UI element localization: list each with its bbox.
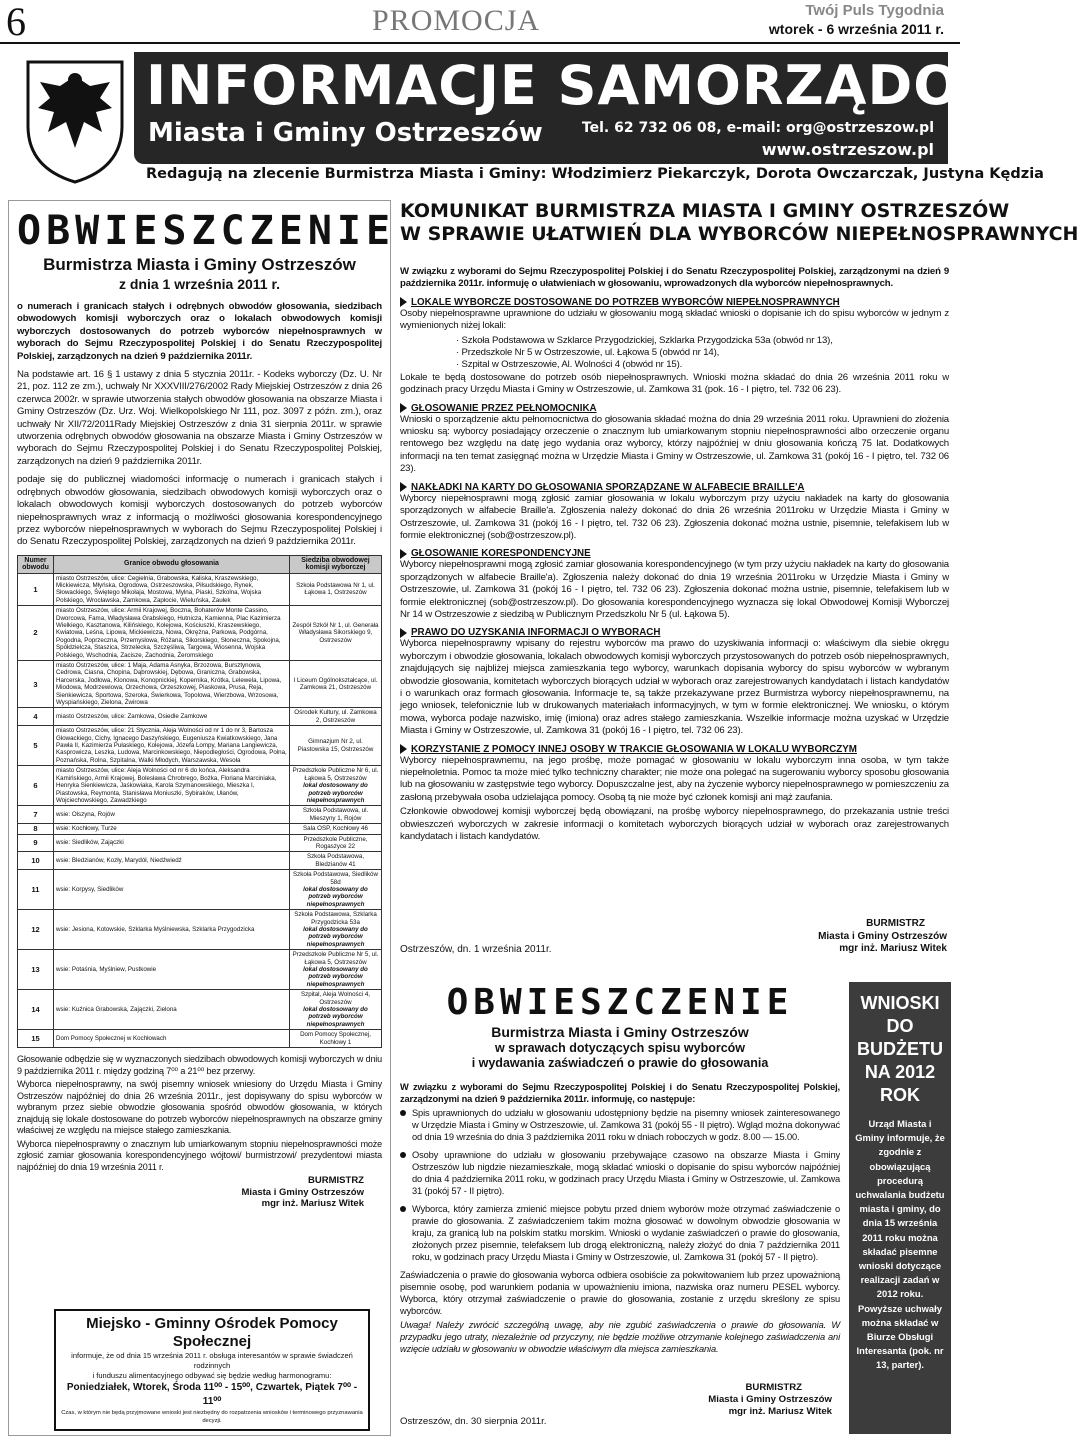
- section-text-5: Wyborca niepełnosprawny wpisany do rejestru wyborców ma prawo do uzyskiwania informacji o: właściwym dla siebie okręgu wyborczym i obwodzie głosowania, lokalach obwodowych komisji wyborczych przystosowanych do potrzeb osób niepełnosprawnych, znajdujących się najbliżej miejsca zamieszkania tego wyborcy, warunkach dopisania wyborcy do spisu wyborców w wybranym obwodzie głosowania, komitetach wyborczych biorących udział w wyborach oraz zarejestrowanych kandydatach i listach kandydatów i o warunkach oraz formach głosowania. Informacje te, są także przekazywane przez Burmistrza wyborcy niepełnosprawnemu, na jego wniosek, telefonicznie lub w drukowanych materiałach informacyjnych, w tym w formie elektronicznej. We wniosku, o którym mowa, wyborca podaje nazwisko, imię (imiona) oraz adres stałego zamieszkania. Wszelkie informacje można uzyskać w Urzędzie Miasta i Gminy w Ostrzeszowie, ul. Zamkowa 31 (pokój 16 - I piętro, tel. 732 06 23).: [400, 638, 949, 737]
- district-number: 2: [18, 606, 54, 661]
- mgops-line1: informuje, że od dnia 15 września 2011 r. obsługa interesantów w sprawie świadczeń rodzinnych: [71, 1351, 353, 1370]
- district-boundaries: wsie: Kuźnica Grabowska, Zajączki, Zielona: [54, 990, 290, 1030]
- komunikat-title-2: W SPRAWIE UŁATWIEŃ DLA WYBORCÓW NIEPEŁNOSPRAWNYCH: [400, 223, 1078, 245]
- seat-name: Przedszkole Publiczne Nr 6, ul. Łąkowa 5, Ostrzeszów: [292, 767, 379, 782]
- seat-name: Przedszkole Publiczne Nr 5, ul. Łąkowa 5, Ostrzeszów: [292, 951, 379, 966]
- komunikat-intro: W związku z wyborami do Sejmu Rzeczypospolitej Polskiej i do Senatu Rzeczypospolitej Polskiej, zarządzonymi na dzień 9 października 2011r. informuję o ułatwieniach w głosowaniu, wprowadzonych dla wyborców niepełnosprawnych.: [400, 266, 949, 290]
- sign-name: mgr inż. Mariusz Witek: [728, 1406, 832, 1417]
- left-signature: [17, 1175, 364, 1210]
- table-row: [18, 1030, 382, 1048]
- section-list-1: [400, 335, 949, 372]
- section-title: PROMOCJA: [372, 4, 541, 37]
- list-item: · Szkoła Podstawowa w Szklarce Przygodzickiej, Szklarka Przygodzicka 53a (obwód nr 13),: [456, 334, 833, 346]
- section-heading-6: KORZYSTANIE Z POMOCY INNEJ OSOBY W TRAKCIE GŁOSOWANIA W LOKALU WYBORCZYM: [400, 744, 949, 755]
- bottom-place-date: Ostrzeszów, dn. 30 sierpnia 2011r.: [400, 1416, 547, 1427]
- seat-name: Zespół Szkół Nr 1, ul. Generała Władysława Sikorskiego 9, Ostrzeszów: [292, 621, 379, 644]
- section-text-4: Wyborcy niepełnosprawni mogą zgłosić zamiar głosowania korespondencyjnego (w tym przy użyciu nakładek na karty do głosowania sporządzonych w alfabecie Braille'a). Zgłoszenia należy dokonać do dnia 19 września 2011roku w Urzędzie Miasta i Gminy w Ostrzeszowie, ul. Zamkowa 31 (pokój 16 - I piętro, tel. 732 06 23). Zgłoszenia dokonać można ustnie, pisemnie, telefakisem lub w formie elektronicznej (sob@ostrzeszow.pl). Do głosowania korespondencyjnego wyznacza się lokal Obwodowej Komisji Wyborczej Nr 14 w Ostrzeszowie z siedzibą w Publicznym Przedszkolu Nr 5 (ul. Łąkowa 5).: [400, 559, 949, 620]
- section-text-6b: Członkowie obwodowej komisji wyborczej będą obowiązani, na prośbę wyborcy niepełnosprawnego, do przekazania ustnie treści obwieszczeń wyborczych w zakresie informacji o komitetach wyborczych biorących udział w wyborach oraz zarejestrowanych kandydatach i listach kandydatów.: [400, 806, 949, 843]
- district-boundaries: wsie: Olszyna, Rojów: [54, 806, 290, 824]
- district-boundaries: miasto Ostrzeszów, ulice: Armii Krajowej, Boczna, Bohaterów Monte Cassino, Dworcowa, Fama, Władysława Grabskiego, Hutnicza, Kamienna, Plac Kazimierza Wielkiego, Kasztanowa, Kilińskiego, Kolejowa, Kościuszki, Kraszewskiego, Kwiatowa, Leśna, Lipowa, Mickiewicza, Nowa, Okrężna, Parkowa, Podgórna, Pogodna, Poprzeczna, Przemysłowa, Różana, Sikorskiego, Słoneczna, Spokojna, Spółdzielcza, Staszica, Strzelecka, Szczęśliwa, Targowa, Wiosenna, Wojska Polskiego, Wschodnia, Zacisze, Zachodnia, Żeromskiego: [54, 606, 290, 661]
- banner-title: INFORMACJE SAMORZĄDOWE: [146, 54, 1059, 117]
- col-seat: Siedziba obwodowej komisji wyborczej: [290, 555, 382, 573]
- sidebar-body: Urząd Miasta i Gminy informuje, że zgodnie z obowiązującą procedurą uchwalania budżetu miasta i gminy, do dnia 15 września 2011 roku można składać pisemne wnioski dotyczące realizacji zadań w 2012 roku. Powyższe uchwały można składać w Biurze Obsługi Interesanta (pok. nr 13, parter).: [855, 1118, 945, 1371]
- district-seat: [290, 1030, 382, 1048]
- page-number: 6: [6, 0, 26, 44]
- sign-name: mgr inż. Mariusz Witek: [839, 943, 947, 954]
- bullet-icon: [400, 1206, 406, 1212]
- district-seat: [290, 726, 382, 766]
- table-row: [18, 726, 382, 766]
- banner-editors: Redagują na zlecenie Burmistrza Miasta i Gminy: Włodzimierz Piekarczyk, Dorota Owczarczak, Justyna Kędzia: [146, 166, 1044, 182]
- section-heading-3: NAKŁADKI NA KARTY DO GŁOSOWANIA SPORZĄDZANE W ALFABECIE BRAILLE'A: [400, 482, 949, 493]
- district-number: 13: [18, 950, 54, 990]
- district-boundaries: miasto Ostrzeszów, ulice: 21 Stycznia, Aleja Wolności od nr 1 do nr 3, Bartosza Głowackiego, Cichy, Ignacego Daszyńskiego, Eugeniusza Kwiatkowskiego, Jana Pawła II, Kazimierza Pułaskiego, Kolejowa, Józefa Lompy, Mariana Langiewicza, Kasprowicza, Leszka, Ludowa, Marcinkowskiego, Niepodległości, Ogrodowa, Polna, Poznańska, Rolna, Szpitalna, Walki Młodych, Warszawska, Wesoła: [54, 726, 290, 766]
- bullet-item: Wyborca, który zamierza zmienić miejsce pobytu przed dniem wyborów może otrzymać zaświadczenie o prawie do głosowania. Z zaświadczeniem takim można głosować w dowolnym obwodzie głosowania w kraju, za granicą lub na polskim statku morskim. Wnioski o wydanie zaświadczeń o prawie do głosowania, złożonych przez pisemnie, telefaksem lub drogą elektroniczną, należy złożyć do dnia 7 października 2011 roku, w godzinach pracy Urzędu Miasta i Gminy w Ostrzeszowie, ul. Zamkowa 31 (pokój 57 - II piętro).: [400, 1203, 840, 1265]
- district-number: 14: [18, 990, 54, 1030]
- bottom-intro: W związku z wyborami do Sejmu Rzeczypospolitej Polskiej i do Senatu Rzeczypospolitej Polskiej, zarządzonymi na dzień 9 października 2011r. informuję, co następuje:: [400, 1082, 840, 1104]
- seat-name: Szpital, Aleja Wolności 4, Ostrzeszów: [300, 991, 370, 1006]
- list-item: · Szpital w Ostrzeszowie, Al. Wolności 4 (obwód nr 15).: [456, 359, 683, 371]
- bottom-subtitle: Burmistrza Miasta i Gminy Ostrzeszów: [491, 1024, 749, 1040]
- left-basis: Na podstawie art. 16 § 1 ustawy z dnia 5 stycznia 2011r. - Kodeks wyborczy (Dz. U. Nr 21, poz. 112 ze zm.), uchwały Nr XXXVIII/276/2002 Rady Miejskiej Ostrzeszów z dnia 26 czerwca 2002r. w sprawie utworzenia stałych obwodów głosowania na obszarze Miasta i Gminy Ostrzeszów (Dz. Urz. Woj. Wielkopolskiego Nr 111, poz. 3097 z późn. zm.), oraz uchwały Nr XII/72/2011Rady Miejskiej Ostrzeszów z dnia 31 sierpnia 2011r. w sprawie utworzenia odrębnych obwodów głosowania na obszarze Miasta i Gminy Ostrzeszów w wyborach do Sejmu Rzeczypospolitej Polskiej i do Senatu Rzeczypospolitej Polskiej, zarządzonych na dzień 9 października 2011r.: [17, 369, 382, 467]
- district-boundaries: wsie: Korpysy, Siedlików: [54, 870, 290, 910]
- district-number: 9: [18, 834, 54, 852]
- seat-name: Szkoła Podstawowa, Szklarka Przygodzicka 53a: [294, 911, 377, 926]
- budget-sidebar: [849, 982, 951, 1434]
- district-seat: [290, 824, 382, 834]
- sign-title: BURMISTRZ: [308, 1175, 364, 1187]
- page-header: [0, 0, 960, 44]
- district-number: 6: [18, 766, 54, 806]
- sidebar-title-line: WNIOSKI: [860, 993, 940, 1013]
- district-number: 1: [18, 573, 54, 606]
- accessible-note: lokal dostosowany do potrzeb wyborców niepełnosprawnych: [303, 1006, 368, 1028]
- mgops-hours: Poniedziałek, Wtorek, Środa 11⁰⁰ - 15⁰⁰, Czwartek, Piątek 7⁰⁰ - 11⁰⁰: [66, 1382, 358, 1407]
- district-seat: [290, 806, 382, 824]
- table-row: [18, 990, 382, 1030]
- table-row: [18, 573, 382, 606]
- sidebar-title-line: BUDŻETU: [857, 1039, 943, 1059]
- district-number: 8: [18, 824, 54, 834]
- section-text-3: Wyborcy niepełnosprawni mogą zgłosić zamiar głosowania w lokalu wyborczym przy użyciu nakładek na karty do głosowania sporządzonych w alfabecie Braille'a. Zgłoszenia należy dokonać do dnia 26 września 2011roku w Urzędzie Miasta i Gminy w Ostrzeszowie, ul. Zamkowa 31 (pokój 16 - I piętro, tel. 732 06 23). Zgłoszenia dokonać można ustnie, pisemnie, telefakisem lub w formie elektronicznej (sob@ostrzeszow.pl).: [400, 492, 949, 541]
- mgops-note: Czas, w którym nie będą przyjmowane wnioski jest niezbędny do rozpatrzenia wniosków i terminowego przyznawania decyzji.: [61, 1410, 363, 1424]
- bottom-para-2: Uwaga! Należy zwrócić szczególną uwagę, aby nie zgubić zaświadczenia o prawie do głosowania. W przypadku jego utraty, niezależnie od przyczyny, nie będzie możliwe otrzymanie kolejnego zaświadczenia ani wzięcie udziału w głosowaniu w obwodzie właściwym dla miejsca zamieszkania.: [400, 1320, 840, 1354]
- arrow-icon: [400, 297, 407, 307]
- seat-name: Szkoła Podstawowa, Siedlików 58d: [293, 871, 378, 886]
- banner-contact: Tel. 62 732 06 08, e-mail: org@ostrzeszow.pl: [581, 120, 934, 136]
- mgops-line2: i funduszu alimentacyjnego odbywać się będzie według harmonogramu:: [92, 1371, 332, 1380]
- sidebar-title-line: NA 2012: [864, 1062, 936, 1082]
- banner-website[interactable]: www.ostrzeszow.pl: [761, 140, 934, 159]
- district-seat: [290, 870, 382, 910]
- sidebar-title: [855, 992, 945, 1107]
- table-row: [18, 824, 382, 834]
- section-heading-5: PRAWO DO UZYSKANIA INFORMACJI O WYBORACH: [400, 627, 949, 638]
- district-number: 5: [18, 726, 54, 766]
- col-boundaries: Granice obwodu głosowania: [54, 555, 290, 573]
- issue-date: wtorek - 6 września 2011 r.: [768, 21, 944, 37]
- bottom-title: OBWIESZCZENIE: [446, 982, 794, 1023]
- district-boundaries: wsie: Bledzianów, Kozły, Marydół, Niedźwiedź: [54, 852, 290, 870]
- arrow-icon: [400, 549, 407, 559]
- seat-name: Ośrodek Kultury, ul. Zamkowa 2, Ostrzeszów: [294, 709, 377, 724]
- left-announce: podaje się do publicznej wiadomości informację o numerach i granicach stałych i odrębnych obwodów głosowania, siedzibach obwodowych komisji wyborczych oraz o lokalach obwodowych komisji wyborczych dostosowanych do potrzeb wyborców niepełnosprawnych wraz z informacją o możliwości głosowania korespondencyjnego przez wyborców niepełnosprawnych w wyborach do Sejmu Rzeczypospolitej Polskiej i do Senatu Rzeczypospolitej Polskiej, zarządzonych na dzień 9 października 2011r.: [17, 474, 382, 548]
- seat-name: I Liceum Ogólnokształcące, ul. Zamkowa 21, Ostrzeszów: [293, 676, 378, 692]
- accessible-note: lokal dostosowany do potrzeb wyborców niepełnosprawnych: [303, 782, 368, 804]
- district-number: 12: [18, 910, 54, 950]
- voting-info: Głosowanie odbędzie się w wyznaczonych siedzibach obwodowych komisji wyborczych w dniu 9 października 2011 r. między godziną 7⁰⁰ a 21⁰⁰ bez przerwy.: [17, 1054, 382, 1076]
- right-place-date: Ostrzeszów, dn. 1 września 2011r.: [400, 944, 552, 955]
- arrow-icon: [400, 482, 407, 492]
- seat-name: Sala OSP, Kochłowy 46: [303, 825, 368, 833]
- table-row: [18, 870, 382, 910]
- sidebar-title-line: ROK: [880, 1085, 920, 1105]
- accessible-note: lokal dostosowany do potrzeb wyborców niepełnosprawnych: [303, 966, 368, 988]
- accessible-note: lokal dostosowany do potrzeb wyborców niepełnosprawnych: [303, 926, 368, 948]
- banner-subtitle: Miasta i Gminy Ostrzeszów: [148, 118, 543, 148]
- table-row: [18, 661, 382, 708]
- table-row: [18, 806, 382, 824]
- district-boundaries: miasto Ostrzeszów, ulice: Zamkowa, Osiedle Zamkowe: [54, 708, 290, 726]
- district-seat: [290, 990, 382, 1030]
- district-number: 10: [18, 852, 54, 870]
- disabled-info-2: Wyborca niepełnosprawny o znacznym lub umiarkowanym stopniu niepełnosprawności może zgłosić zamiar głosowania korespondencyjnego wójtowi/ burmistrzowi/ prezydentowi miasta najpóźniej do dnia 19 września 2011 r.: [17, 1138, 382, 1172]
- section-heading-2: GŁOSOWANIE PRZEZ PEŁNOMOCNIKA: [400, 403, 949, 414]
- mgops-title: Miejsko - Gminny Ośrodek Pomocy Społecznej: [86, 1315, 338, 1350]
- sign-title: BURMISTRZ: [745, 1382, 802, 1393]
- district-seat: [290, 606, 382, 661]
- sign-org: Miasta i Gminy Ostrzeszów: [241, 1186, 364, 1198]
- bottom-para-1: Zaświadczenia o prawie do głosowania wyborca odbiera osobiście za pokwitowaniem lub przez upoważnioną pisemnie osobę, pod warunkiem podania w upoważnieniu imiona, nazwiska oraz numeru PESEL wyborcy. Wyborca, który otrzymał zaświadczenie o prawie do głosowania, zostanie z urzędu skreślony ze spisu wyborców.: [400, 1270, 840, 1316]
- seat-name: Szkoła Podstawowa Nr 1, ul. Łąkowa 1, Ostrzeszów: [296, 581, 375, 597]
- bottom-line2: w sprawach dotyczących spisu wyborców: [494, 1041, 746, 1055]
- district-boundaries: Dom Pomocy Społecznej w Kochłowach: [54, 1030, 290, 1048]
- bullet-icon: [400, 1110, 406, 1116]
- districts-table: [17, 555, 382, 1048]
- table-row: [18, 708, 382, 726]
- bullet-icon: [400, 1152, 406, 1158]
- district-seat: [290, 661, 382, 708]
- table-row: [18, 766, 382, 806]
- komunikat-title-1: KOMUNIKAT BURMISTRZA MIASTA I GMINY OSTRZESZÓW: [400, 200, 1010, 222]
- district-boundaries: miasto Ostrzeszów, ulice: Cegielnia, Grabowska, Kaliska, Kraszewskiego, Mickiewicza, Młyńska, Ogrodowa, Ostrzeszowska, Piłsudskiego, Rynek, Słowackiego, Świętego Mikołaja, Mostowa, Mylna, Piaski, Szkolna, Wojska Polskiego, Wrocławska, Zamkowa, Zapłocie, Wieluńska, Zaułek: [54, 573, 290, 606]
- district-seat: [290, 852, 382, 870]
- district-number: 11: [18, 870, 54, 910]
- arrow-icon: [400, 403, 407, 413]
- accessible-note: lokal dostosowany do potrzeb wyborców niepełnosprawnych: [303, 885, 368, 908]
- seat-name: Dom Pomocy Społecznej, Kochłowy 1: [300, 1031, 371, 1046]
- section-text-6a: Wyborcy niepełnosprawnemu, na jego prośbę, może pomagać w głosowaniu w lokalu wyborczym inna osoba, w tym także niepełnoletnia. Pomoc ta może mieć tylko techniczny charakter; nie może ona polegać na sugerowaniu wyborcy sposobu głosowania lub na głosowaniu w zastępstwie tego wyborcy. Dopuszczalne jest, aby na życzenie wyborcy niepełnosprawnego w pomieszczeniu za zasłoną przebywała osoba udzielająca pomocy. Osobą tą nie może być członek komisji ani mąż zaufania.: [400, 754, 949, 803]
- mgops-box: [54, 1309, 370, 1431]
- district-number: 3: [18, 661, 54, 708]
- section-text-2: Wnioski o sporządzenie aktu pełnomocnictwa do głosowania składać można do dnia 29 września 2011 roku. Uprawnieni do złożenia wniosku są: wyborcy posiadający orzeczenie o znacznym lub umiarkowanym stopniu niepełnosprawności albo orzeczenie organu rentowego bez względu na datę jego wydania oraz wyborcy, którzy najpóźniej w dniu głosowania kończą 75 lat. Dodatkowych informacji na ten temat zasięgnąć można w Urzędzie Miasta i Gminy w Ostrzeszowie, ul. Zamkowa 31 (pokój 16 - I piętro, tel. 732 06 23).: [400, 413, 949, 475]
- sign-name: mgr inż. Mariusz Witek: [261, 1198, 364, 1210]
- sign-org: Miasta i Gminy Ostrzeszów: [818, 930, 947, 942]
- district-boundaries: miasto Ostrzeszów, ulice: 1 Maja, Adama Asnyka, Brzozowa, Bursztynowa, Cedrowa, Ciasna, Chopina, Dąbrowskiej, Dębowa, Graniczna, Grabowska, Harcerska, Jodłowa, Klonowa, Konopnickiej, Kopernika, Krótka, Lelewela, Lipowa, Miodowa, Modrzewiowa, Orzechowa, Orzeszkowej, Piaskowa, Prusa, Reja, Sienkiewicza, Sportowa, Szeroka, Świerkowa, Topolowa, Wierzbowa, Wrzosowa, Wyspiańskiego, Zielona, Żwirowa: [54, 661, 290, 708]
- col-number: Numer obwodu: [18, 555, 54, 573]
- bottom-line3: i wydawania zaświadczeń o prawie do głosowania: [471, 1056, 769, 1070]
- seat-name: Szkoła Podstawowa, ul. Mieszyny 1, Rojów: [302, 807, 369, 822]
- bottom-signature: [708, 1382, 832, 1418]
- sign-title: BURMISTRZ: [866, 918, 925, 929]
- district-seat: [290, 708, 382, 726]
- arrow-icon: [400, 744, 407, 754]
- district-boundaries: miasto Ostrzeszów, ulice: Aleja Wolności od nr 6 do końca, Aleksandra Kamińskiego, Armii Krajowej, Bolesława Chrobrego, Bożka, Floriana Marciniaka, Henryka Sienkiewicza, Jaśkowiaka, Karola Szymanowskiego, Mieszka I, Piastowska, Reymonta, Stanisława Moniuszki, Sybiraków, Ułanów, Wojciechowskiego, Zawadzkiego: [54, 766, 290, 806]
- district-number: 4: [18, 708, 54, 726]
- district-seat: [290, 834, 382, 852]
- left-intro: o numerach i granicach stałych i odrębnych obwodów głosowania, siedzibach obwodowych komisji wyborczych oraz o lokalach obwodowych komisji wyborczych dostosowanych do potrzeb wyborców niepełnosprawnych w wyborach do Sejmu Rzeczypospolitej Polskiej i do Senatu Rzeczypospolitej Polskiej, zarządzonych na dzień 9 października 2011r.: [17, 301, 382, 362]
- section-text-1: Osoby niepełnosprawne uprawnione do udziału w głosowaniu mogą składać wnioski o dopisanie ich do spisu wyborców w jednym z wymienionych niżej lokali:: [400, 307, 949, 332]
- district-seat: [290, 766, 382, 806]
- banner: [16, 52, 1059, 188]
- table-row: [18, 852, 382, 870]
- sign-org: Miasta i Gminy Ostrzeszów: [708, 1394, 832, 1405]
- seat-name: Przedszkole Publiczne, Rogaszyce 22: [303, 835, 368, 850]
- table-row: [18, 606, 382, 661]
- left-column: [8, 200, 396, 1436]
- left-subtitle: Burmistrza Miasta i Gminy Ostrzeszów: [43, 255, 356, 274]
- district-number: 15: [18, 1030, 54, 1048]
- table-row: [18, 950, 382, 990]
- district-boundaries: wsie: Kochłowy, Turze: [54, 824, 290, 834]
- district-boundaries: wsie: Potaśnia, Myślniew, Pustkowie: [54, 950, 290, 990]
- disabled-info-1: Wyborca niepełnosprawny, na swój pisemny wniosek wniesiony do Urzędu Miasta i Gminy Ostrzeszów najpóźniej do dnia 26 września 2011r., jest dopisywany do spisu wyborców w wybranym przez siebie obwodzie głosowania spośród obwodów głosowania, w których znajdują się lokale dostosowane do potrzeb wyborców niepełnosprawnych na obszarze gminy właściwej ze względu na miejsce stałego zamieszkania.: [17, 1079, 382, 1136]
- district-boundaries: wsie: Siedlików, Zajączki: [54, 834, 290, 852]
- left-date: z dnia 1 września 2011 r.: [118, 276, 281, 292]
- district-number: 7: [18, 806, 54, 824]
- table-row: [18, 910, 382, 950]
- right-column: [398, 200, 1078, 980]
- table-row: [18, 834, 382, 852]
- seat-name: Szkoła Podstawowa, Bledzianów 41: [306, 853, 365, 868]
- seat-name: Gimnazjum Nr 2, ul. Piastowska 15, Ostrzeszów: [297, 738, 374, 753]
- paper-name: Twój Puls Tygodnia: [805, 2, 944, 19]
- right-signature: [818, 918, 947, 956]
- list-item: · Przedszkole Nr 5 w Ostrzeszowie, ul. Łąkowa 5 (obwód nr 14),: [456, 347, 720, 359]
- sidebar-title-line: DO: [886, 1016, 914, 1036]
- arrow-icon: [400, 628, 407, 638]
- section-heading-1: LOKALE WYBORCZE DOSTOSOWANE DO POTRZEB WYBORCÓW NIEPEŁNOSPRAWNYCH: [400, 297, 949, 308]
- crest-icon: [20, 56, 130, 184]
- section-tail-1: Lokale te będą dostosowane do potrzeb osób niepełnosprawnych. Wnioski można składać do dnia 26 września 2011 roku w godzinach pracy Urzędu Miasta i Gminy w Ostrzeszowie, ul. Zamkowa 31 (pok. 16 - I piętro, tel. 732 06 23).: [400, 371, 949, 396]
- bullet-item: Osoby uprawnione do udziału w głosowaniu przebywające czasowo na obszarze Miasta i Gminy Ostrzeszów lub nigdzie niezamieszkałe, mogą składać wnioski o dopisanie do spisu wyborców najpóźniej do dnia 4 października 2011 roku, w godzinach pracy Urzędu Miasta i Gminy w Ostrzeszowie, ul. Zamkowa 31 (pokój 57 - II piętro).: [400, 1149, 840, 1199]
- left-title: OBWIESZCZENIE: [17, 208, 396, 254]
- district-boundaries: wsie: Jesiona, Kotowskie, Szklarka Myślniewska, Szklarka Przygodzicka: [54, 910, 290, 950]
- bullet-item: Spis uprawnionych do udziału w głosowaniu udostępniony będzie na pisemny wniosek zainteresowanego w Urzędzie Miasta i Gminy w Ostrzeszowie, ul. Zamkowa 31 (pokój 55 - II piętro). Wgląd można dokonywać od dnia 19 września do dnia 3 października 2011 roku w dniach roboczych w godz. 8.00 — 15.00.: [400, 1107, 840, 1145]
- section-heading-4: GŁOSOWANIE KORESPONDENCYJNE: [400, 548, 949, 559]
- district-seat: [290, 573, 382, 606]
- district-seat: [290, 910, 382, 950]
- district-seat: [290, 950, 382, 990]
- bottom-notice: [398, 982, 842, 1434]
